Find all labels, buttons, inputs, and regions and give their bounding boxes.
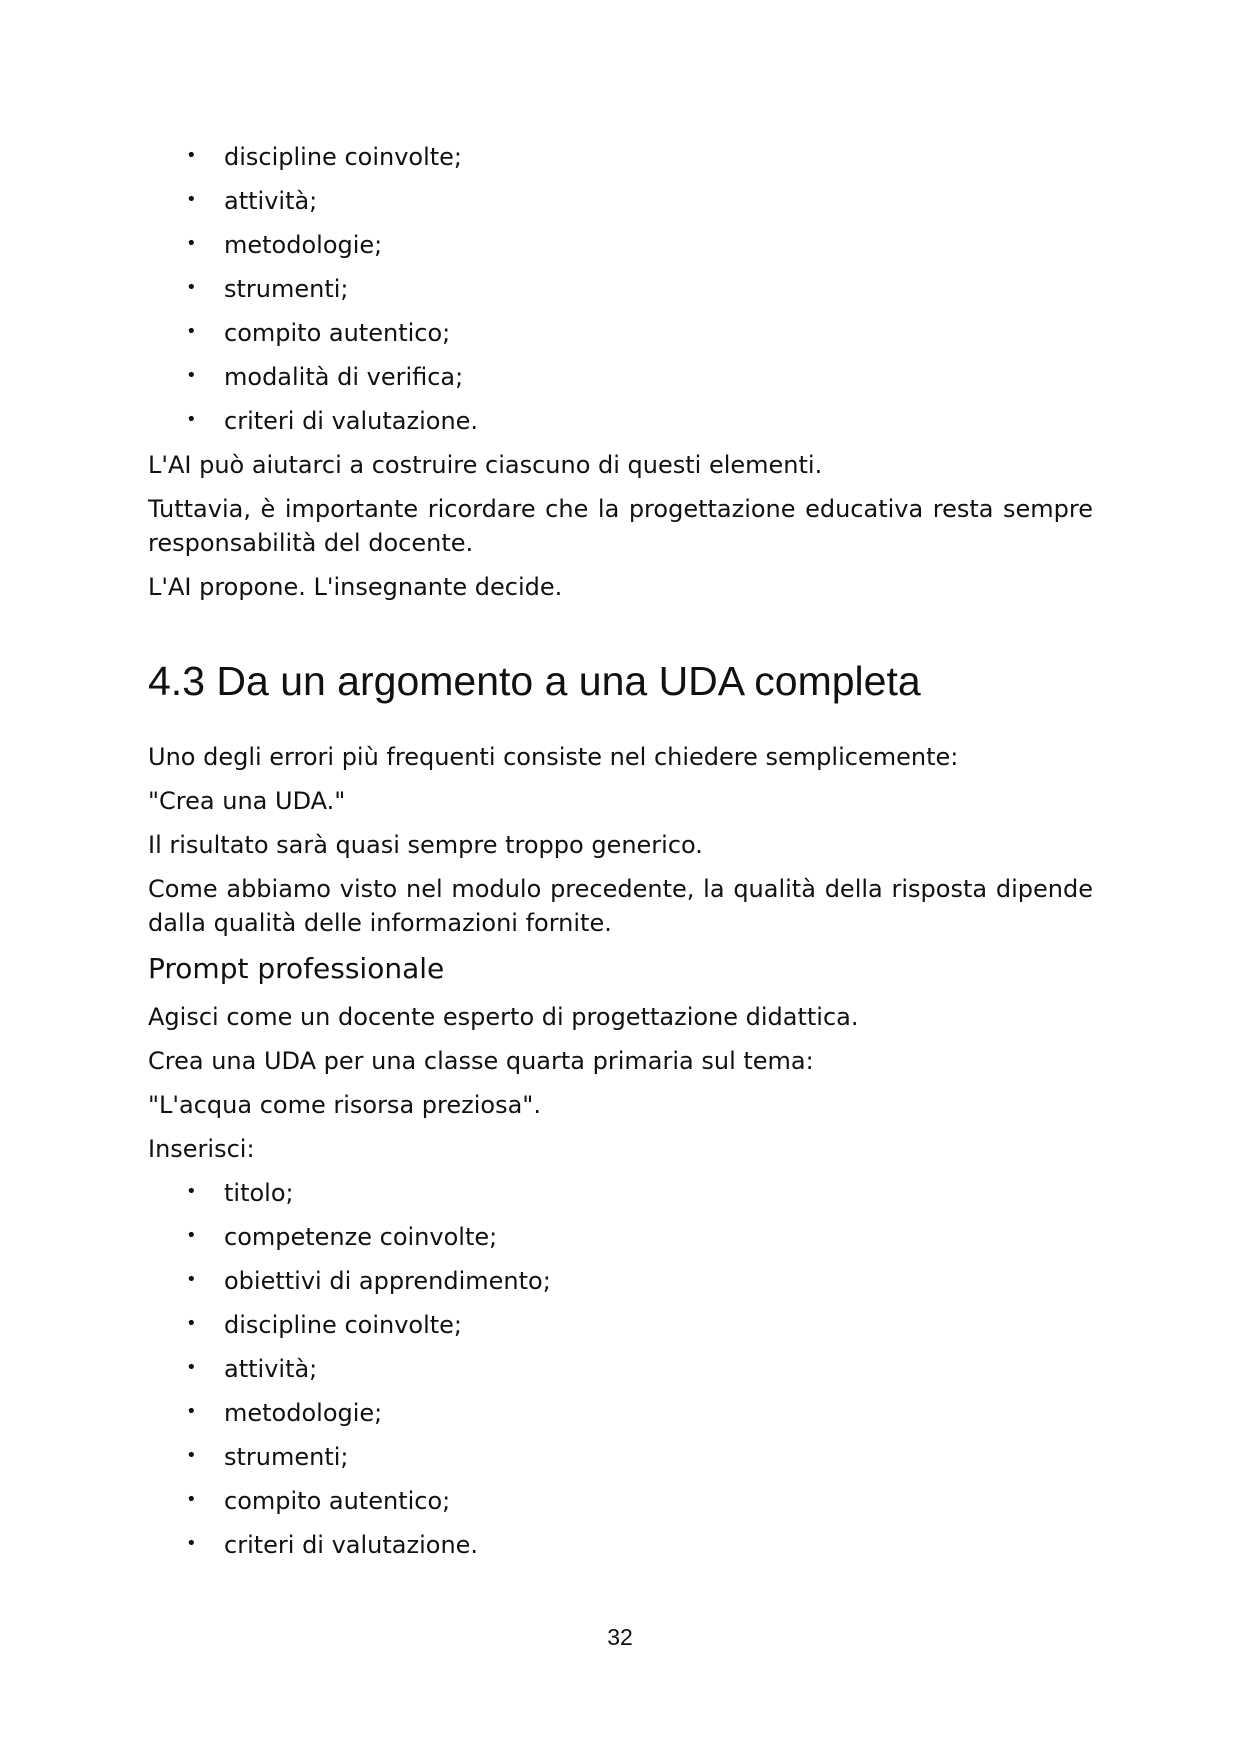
- list-item: • criteri di valutazione.: [224, 1528, 1093, 1562]
- section-heading: 4.3 Da un argomento a una UDA completa: [148, 658, 921, 704]
- list-item: • metodologie;: [224, 1396, 1093, 1430]
- list-item: • compito autentico;: [224, 1484, 1093, 1518]
- paragraph: Uno degli errori più frequenti consiste nel chiedere semplicemente:: [148, 743, 959, 771]
- paragraph: Tuttavia, è importante ricordare che la progettazione educativa resta sempre responsabilità del docente.: [148, 495, 1093, 557]
- subheading: Prompt professionale: [148, 952, 445, 985]
- page-content: [148, 140, 1093, 1572]
- prompt-line: Crea una UDA per una classe quarta primaria sul tema:: [148, 1047, 814, 1075]
- list-item: • discipline coinvolte;: [224, 1308, 1093, 1342]
- list-item: • attività;: [224, 1352, 1093, 1386]
- list-item: • modalità di verifica;: [224, 360, 1093, 394]
- prompt-line: Agisci come un docente esperto di progettazione didattica.: [148, 1003, 859, 1031]
- list-item: • compito autentico;: [224, 316, 1093, 350]
- prompt-bullet-list: [148, 1176, 1093, 1562]
- page-number: 32: [607, 1624, 633, 1650]
- list-item: • strumenti;: [224, 1440, 1093, 1474]
- prompt-line: Inserisci:: [148, 1135, 255, 1163]
- paragraph: L'AI può aiutarci a costruire ciascuno di questi elementi.: [148, 451, 823, 479]
- top-bullet-list: [148, 140, 1093, 438]
- paragraph: L'AI propone. L'insegnante decide.: [148, 573, 563, 601]
- list-item: • strumenti;: [224, 272, 1093, 306]
- list-item: • titolo;: [224, 1176, 1093, 1210]
- list-item: • competenze coinvolte;: [224, 1220, 1093, 1254]
- prompt-line: "L'acqua come risorsa preziosa".: [148, 1091, 541, 1119]
- list-item: • metodologie;: [224, 228, 1093, 262]
- list-item: • criteri di valutazione.: [224, 404, 1093, 438]
- list-item: • discipline coinvolte;: [224, 140, 1093, 174]
- list-item: • attività;: [224, 184, 1093, 218]
- list-item: • obiettivi di apprendimento;: [224, 1264, 1093, 1298]
- paragraph: "Crea una UDA.": [148, 787, 346, 815]
- paragraph: Il risultato sarà quasi sempre troppo generico.: [148, 831, 703, 859]
- paragraph: Come abbiamo visto nel modulo precedente, la qualità della risposta dipende dalla qualità delle informazioni fornite.: [148, 875, 1093, 937]
